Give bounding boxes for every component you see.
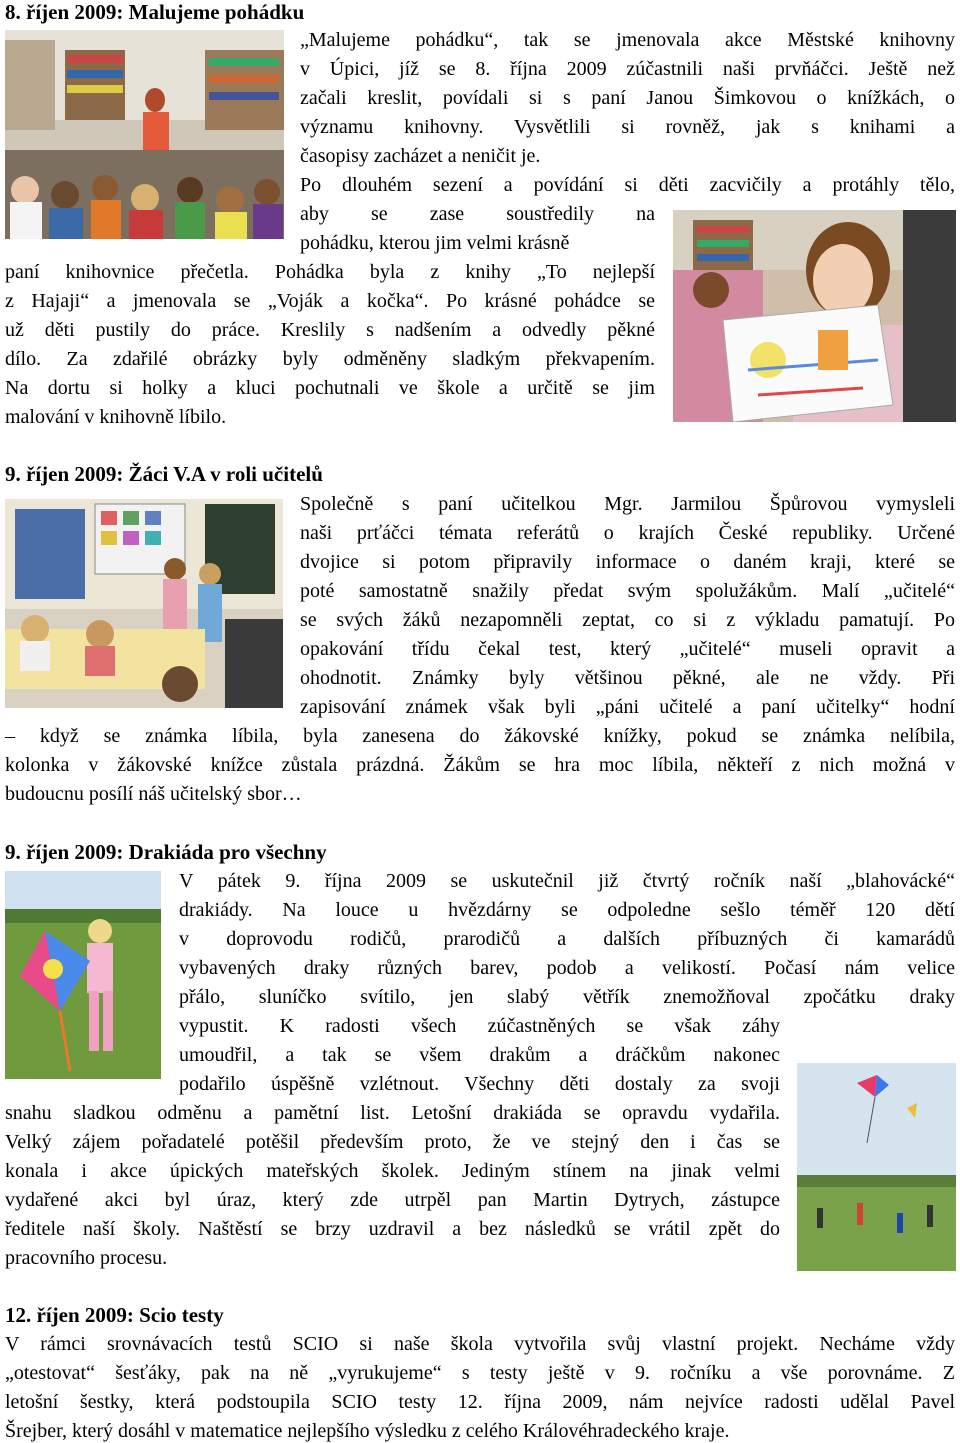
paragraph-line: – když se známka líbila, byla zanesena do žákovské knížky, pokud se známka nelíbila, — [5, 725, 955, 747]
paragraph-line: v doprovodu rodičů, prarodičů a dalších příbuzných či kamarádů — [179, 928, 955, 950]
paragraph-line: pracovního procesu. — [5, 1247, 168, 1269]
paragraph-line: Na dortu si holky a kluci pochutnali ve škole a určitě se jim — [5, 377, 655, 399]
paragraph-line: V rámci srovnávacích testů SCIO si naše škola vytvořila svůj vlastní projekt. Necháme vždy — [5, 1333, 955, 1355]
paragraph-line: zapisování známek však byli „páni učitelé a paní učitelky“ hodní — [300, 696, 955, 718]
paragraph-line: budoucnu posílí náš učitelský sbor… — [5, 783, 302, 805]
paragraph-line: Společně s paní učitelkou Mgr. Jarmilou Špůrovou vymysleli — [300, 493, 955, 515]
paragraph-line: v Úpici, jíž se 8. října 2009 zúčastnili naši prvňáčci. Ještě než — [300, 58, 955, 80]
paragraph-line: naši prťáčci témata referátů o krajích České republiky. Určené — [300, 522, 955, 544]
paragraph-line: vypustit. K radosti všech zúčastněných se však záhy — [179, 1015, 780, 1037]
paragraph-line: snahu sladkou odměnu a pamětní list. Letošní drakiáda se opravdu vydařila. — [5, 1102, 780, 1124]
paragraph-line: Po dlouhém sezení a povídání si děti zacvičily a protáhly tělo, — [300, 174, 955, 196]
paragraph-line: z Hajaji“ a jmenovala se „Voják a kočka“. Po krásné pohádce se — [5, 290, 655, 312]
paragraph-line: ředitele naší školy. Naštěstí se brzy uzdravil a bez následků se vrátil zpět do — [5, 1218, 780, 1240]
classroom-presentation-photo — [5, 499, 283, 708]
section-heading-zaci: 9. říjen 2009: Žáci V.A v roli učitelů — [5, 462, 323, 486]
paragraph-line: podařilo úspěšně vzlétnout. Všechny děti dostaly za svoji — [179, 1073, 780, 1095]
paragraph-line: letošní šestky, která podstoupila SCIO testy 12. října 2009, nám nejvíce radosti udělal Pavel — [5, 1391, 955, 1413]
paragraph-line: Velký zájem pořadatelé potěšil především proto, že ve stejný den i čas se — [5, 1131, 780, 1153]
paragraph-line: pohádku, kterou jim velmi krásně — [300, 232, 570, 254]
paragraph-line: opakování třídu čekal test, který „učitelé“ museli opravit a — [300, 638, 955, 660]
paragraph-line: kolonka v žákovské knížce zůstala prázdná. Žákům se hra moc líbila, někteří z nich možná v — [5, 754, 955, 776]
paragraph-line: už děti pustily do práce. Kreslily s nadšením a odvedly pěkné — [5, 319, 655, 341]
paragraph-line: začali kreslit, povídali si s paní Janou Šimkovou o knížkách, o — [300, 87, 955, 109]
paragraph-line: konala i akce úpických mateřských školek. Jediným stínem na jinak velmi — [5, 1160, 780, 1182]
paragraph-line: Šrejber, který dosáhl v matematice nejlepšího výsledku z celého Královéhradeckého kraje. — [5, 1420, 730, 1442]
section-heading-scio: 12. říjen 2009: Scio testy — [5, 1303, 224, 1327]
paragraph-line: drakiády. Na louce u hvězdárny se odpoledne sešlo téměř 120 dětí — [179, 899, 955, 921]
paragraph-line: vybavených draky různých barev, podob a velikostí. Počasí nám velice — [179, 957, 955, 979]
section-heading-malujeme: 8. říjen 2009: Malujeme pohádku — [5, 0, 305, 24]
paragraph-line: významu knihovny. Vysvětlili si rovněž, jak s knihami a — [300, 116, 955, 138]
paragraph-line: se svých žáků nezapomněli zeptat, co si z výkladu pamatují. Po — [300, 609, 955, 631]
girl-with-kite-photo — [5, 871, 161, 1079]
section-heading-drakiada: 9. říjen 2009: Drakiáda pro všechny — [5, 840, 327, 864]
paragraph-line: „otestovat“ šesťáky, pak na ně „vyrukujeme“ s testy ještě v 9. ročníku a vše porovnáme. Z — [5, 1362, 955, 1384]
paragraph-line: časopisy zacházet a neničit je. — [300, 145, 541, 167]
girl-with-drawing-photo — [673, 210, 956, 422]
kite-field-photo — [797, 1063, 956, 1271]
paragraph-line: „Malujeme pohádku“, tak se jmenovala akce Městské knihovny — [300, 29, 955, 51]
paragraph-line: vydařené akci byl úraz, který zde utrpěl pan Martin Dytrych, zástupce — [5, 1189, 780, 1211]
library-children-photo — [5, 30, 284, 239]
paragraph-line: přálo, sluníčko svítilo, jen slabý větřík znemožňoval zpočátku draky — [179, 986, 955, 1008]
paragraph-line: poté samostatně snažily předat svým spolužákům. Malí „učitelé“ — [300, 580, 955, 602]
paragraph-line: dvojice si potom připravily informace o daném kraji, které se — [300, 551, 955, 573]
paragraph-line: dílo. Za zdařilé obrázky byly odměněny sladkým překvapením. — [5, 348, 655, 370]
paragraph-line: V pátek 9. října 2009 se uskutečnil již čtvrtý ročník naší „blahovácké“ — [179, 870, 955, 892]
paragraph-line: umoudřil, a tak se všem drakům a dráčkům nakonec — [179, 1044, 780, 1066]
paragraph-line: ohodnotit. Známky byly většinou pěkné, ale ne vždy. Při — [300, 667, 955, 689]
paragraph-line: paní knihovnice přečetla. Pohádka byla z knihy „To nejlepší — [5, 261, 655, 283]
paragraph-line: malování v knihovně líbilo. — [5, 406, 227, 428]
paragraph-line: aby se zase soustředily na — [300, 203, 655, 225]
